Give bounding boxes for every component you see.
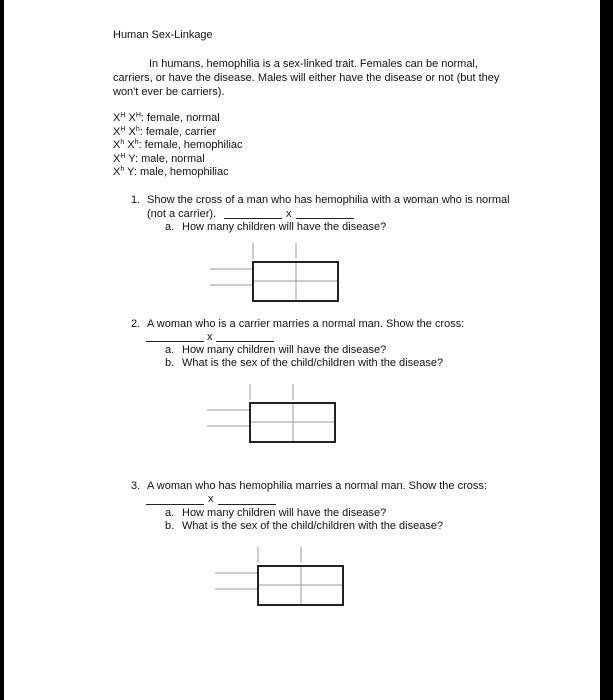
question-2-number: 2. [131,318,141,330]
genotype-female-normal: $X^H$ $X^H$: female, normal [113,112,220,124]
question-2-parent-blank-1[interactable] [146,331,204,342]
question-2-parent-blank-2[interactable] [216,331,274,342]
punnett-square-2[interactable] [207,384,342,446]
genotype-male-hemophiliac: $X^h$ Y: male, hemophiliac [113,166,229,178]
question-3-number: 3. [131,480,141,492]
intro-line-3: won't ever be carriers). [113,86,225,98]
genotype-female-carrier: $X^H$ $X^h$: female, carrier [113,126,217,138]
question-3-parent-blank-2[interactable] [218,494,276,505]
left-page-edge [0,0,4,700]
punnett-square-1[interactable] [210,243,345,305]
question-3-text: A woman who has hemophilia marries a normal man. Show the cross: [147,480,487,492]
question-2-text: A woman who is a carrier marries a normal man. Show the cross: [147,318,465,330]
question-1-parent-blank-2[interactable] [296,208,354,219]
question-1a-letter: a. [165,221,175,233]
question-1-text-line-1: Show the cross of a man who has hemophilia with a woman who is normal [147,194,510,206]
genotype-male-normal: $X^H$ Y: male, normal [113,153,205,165]
intro-line-1: In humans, hemophilia is a sex-linked trait. Females can be normal, [149,58,478,70]
intro-line-2: carriers, or have the disease. Males will either have the disease or not (but they [113,72,500,84]
question-1-text-line-2: (not a carrier). [147,208,217,220]
question-3b-letter: b. [165,520,175,532]
question-3-cross-symbol: x [208,493,214,505]
worksheet-title: Human Sex-Linkage [113,29,213,41]
question-2b-text: What is the sex of the child/children with the disease? [182,357,444,369]
question-1-parent-blank-1[interactable] [224,208,282,219]
question-3a-text: How many children will have the disease? [182,507,387,519]
question-2a-letter: a. [165,344,175,356]
right-page-edge [600,0,613,700]
question-3b-text: What is the sex of the child/children with the disease? [182,520,444,532]
question-3a-letter: a. [165,507,175,519]
genotype-female-hemophiliac: $X^h$ $X^h$: female, hemophiliac [113,139,243,151]
question-2b-letter: b. [165,357,175,369]
punnett-square-3[interactable] [215,547,350,609]
question-1-number: 1. [131,194,141,206]
question-2-cross-symbol: x [207,331,213,343]
question-1-cross-symbol: x [286,208,292,220]
question-1a-text: How many children will have the disease? [182,221,387,233]
question-2a-text: How many children will have the disease? [182,344,387,356]
question-3-parent-blank-1[interactable] [146,494,204,505]
